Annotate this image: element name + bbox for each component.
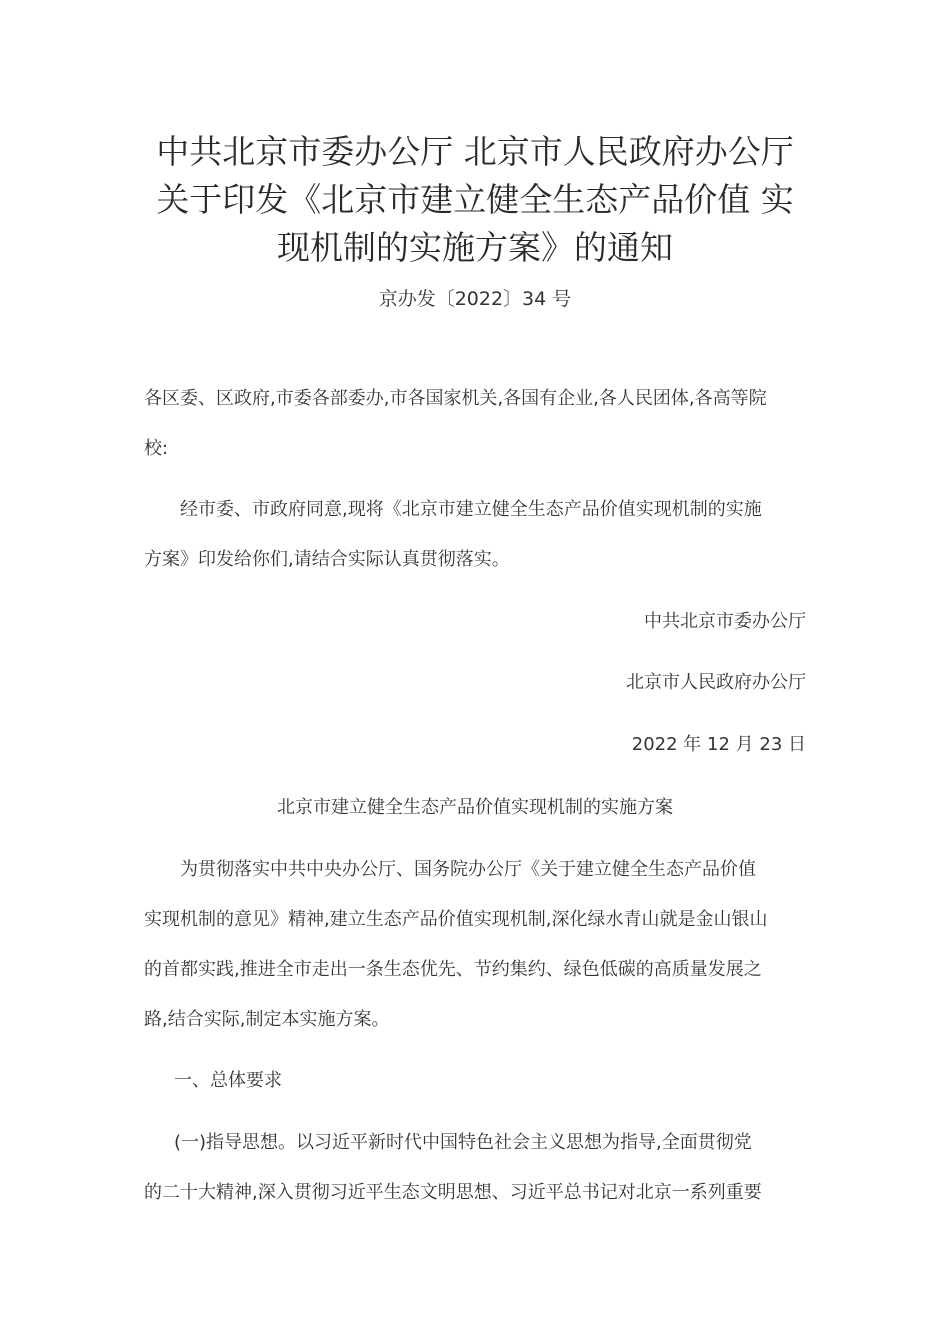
title-line-1: 中共北京市委办公厅 北京市人民政府办公厅 [156, 132, 794, 171]
title-line-2: 关于印发《北京市建立健全生态产品价值 实 [156, 180, 794, 219]
issue-date: 2022 年 12 月 23 日 [631, 734, 806, 755]
title-line-3: 现机制的实施方案》的通知 [277, 228, 673, 267]
notice-line-1: 经市委、市政府同意,现将《北京市建立健全生态产品价值实现机制的实施 [180, 499, 762, 520]
notice-line-2: 方案》印发给你们,请结合实际认真贯彻落实。 [144, 549, 510, 570]
issuer-government-office: 北京市人民政府办公厅 [626, 672, 806, 693]
intro-line-4: 路,结合实际,制定本实施方案。 [144, 1009, 390, 1030]
intro-line-3: 的首都实践,推进全市走出一条生态优先、节约集约、绿色低碳的高质量发展之 [144, 959, 762, 980]
intro-line-2: 实现机制的意见》精神,建立生态产品价值实现机制,深化绿水青山就是金山银山 [144, 909, 768, 930]
document-number: 京办发〔2022〕34 号 [378, 288, 572, 310]
section-1-heading: 一、总体要求 [174, 1070, 282, 1091]
plan-title: 北京市建立健全生态产品价值实现机制的实施方案 [277, 797, 673, 818]
document-title [120, 128, 830, 272]
section-1-para-line-2: 的二十大精神,深入贯彻习近平生态文明思想、习近平总书记对北京一系列重要 [144, 1182, 762, 1203]
intro-line-1: 为贯彻落实中共中央办公厅、国务院办公厅《关于建立健全生态产品价值 [180, 859, 756, 880]
section-1-para-line-1: (一)指导思想。以习近平新时代中国特色社会主义思想为指导,全面贯彻党 [174, 1132, 752, 1153]
recipients-line-2: 校: [144, 438, 169, 459]
issuer-party-office: 中共北京市委办公厅 [644, 611, 806, 632]
recipients-line-1: 各区委、区政府,市委各部委办,市各国家机关,各国有企业,各人民团体,各高等院 [144, 388, 767, 409]
